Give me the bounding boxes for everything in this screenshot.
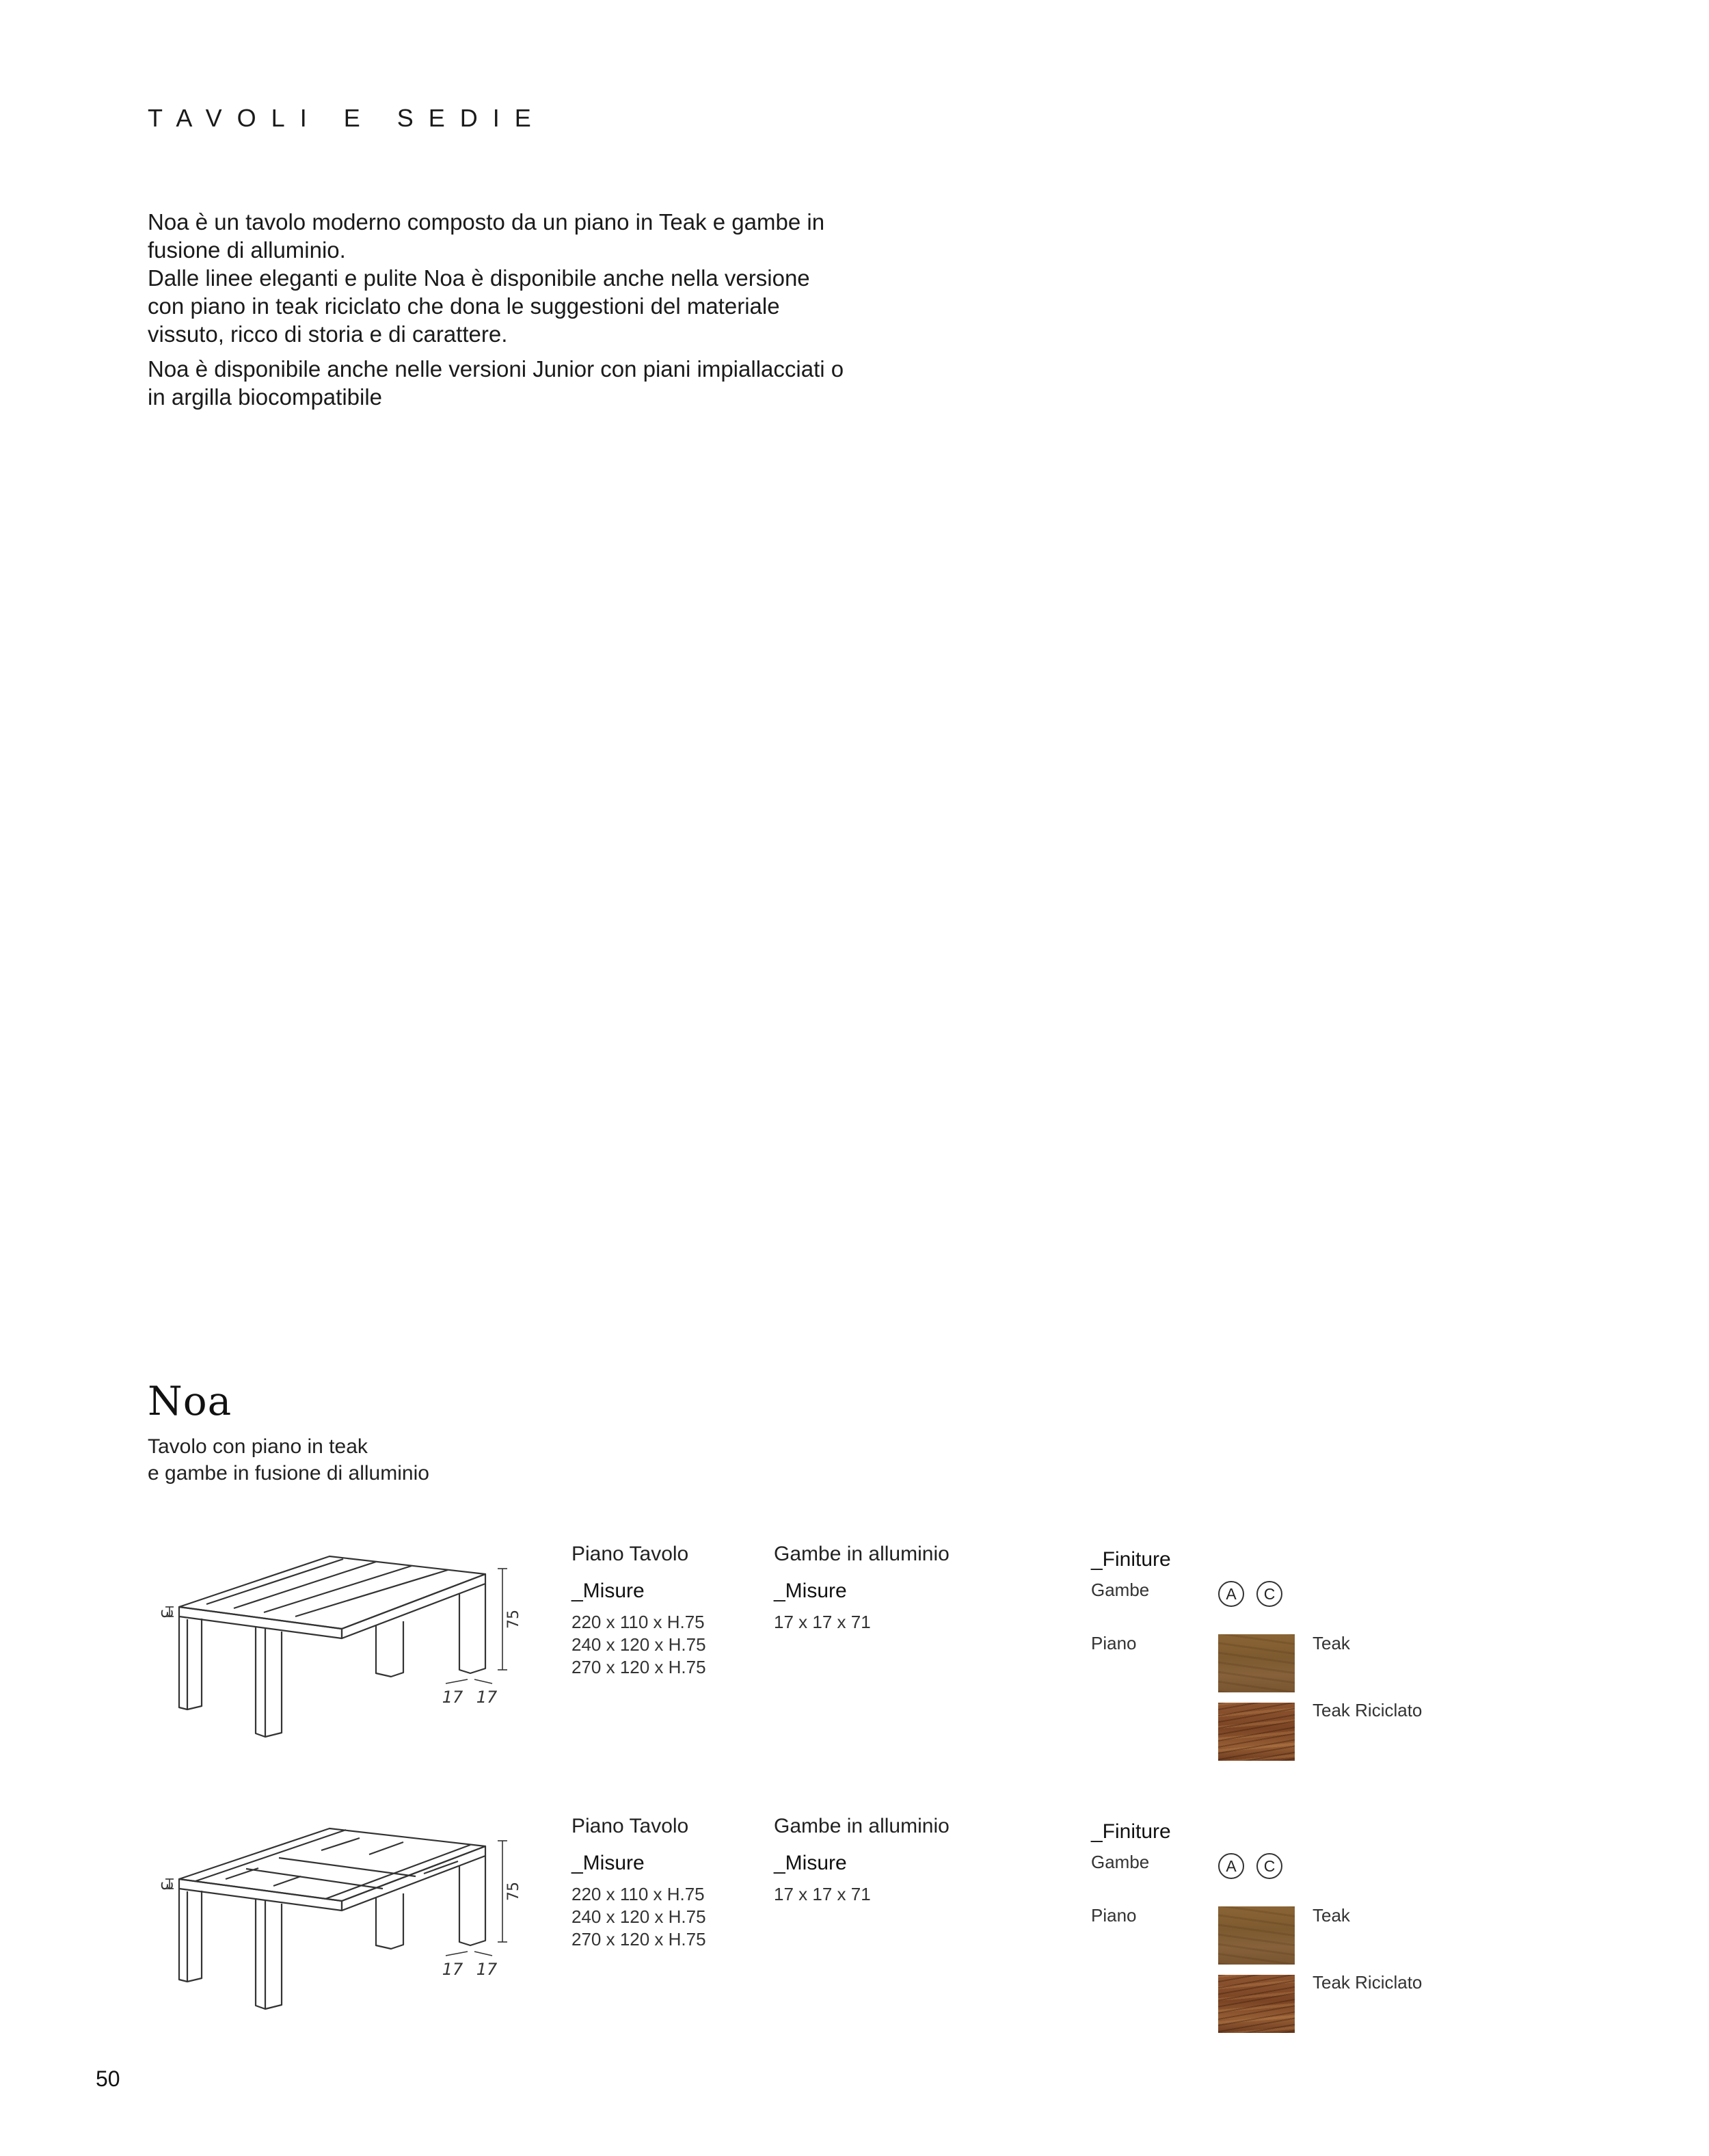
swatch-teak-riciclato: [1218, 1703, 1295, 1761]
piano-sizes: [571, 1611, 706, 1679]
finish-badge-a: A: [1218, 1853, 1244, 1879]
piano-misure-label: _Misure: [571, 1580, 645, 1602]
dim-leg-a-label: 17: [442, 1688, 463, 1707]
gambe-title: Gambe in alluminio: [774, 1815, 950, 1837]
piano-misure-label: _Misure: [571, 1852, 645, 1874]
dim-height-label: 75: [505, 1882, 522, 1901]
variant-block-2: [0, 1811, 1709, 2071]
product-name: Noa: [148, 1378, 232, 1424]
table-drawing-1: [144, 1539, 526, 1771]
finish-badge-c: C: [1256, 1853, 1282, 1879]
finiture-piano-label: Piano: [1091, 1905, 1137, 1926]
intro-paragraph-2: Dalle linee eleganti e pulite Noa è disponibile anche nella versione con piano in teak riciclato che dona le suggestioni del materiale vissuto, ricco di storia e di carattere.: [148, 265, 810, 347]
piano-size-2: 240 x 120 x H.75: [571, 1634, 706, 1655]
dim-thickness-label: 3: [157, 1881, 174, 1891]
finiture-gambe-label: Gambe: [1091, 1852, 1150, 1872]
intro-paragraph-1: Noa è un tavolo moderno composto da un piano in Teak e gambe in fusione di alluminio.: [148, 209, 825, 263]
piano-size-1: 220 x 110 x H.75: [571, 1884, 705, 1904]
piano-sizes: [571, 1883, 706, 1951]
dim-leg-a-label: 17: [442, 1960, 463, 1979]
variant-block-1: [0, 1539, 1709, 1798]
piano-size-3: 270 x 120 x H.75: [571, 1929, 706, 1949]
swatch-teak-riciclato-label: Teak Riciclato: [1313, 1700, 1423, 1720]
swatch-teak-riciclato-label: Teak Riciclato: [1313, 1972, 1423, 1993]
finish-badge-a: A: [1218, 1581, 1244, 1607]
dim-height-label: 75: [505, 1610, 522, 1629]
dim-leg-b-label: 17: [476, 1960, 498, 1979]
swatch-teak-riciclato: [1218, 1975, 1295, 2033]
product-subtitle: [148, 1433, 429, 1487]
intro-paragraph-3: Noa è disponibile anche nelle versioni Junior con piani impiallacciati o in argilla biocompatibile: [148, 356, 844, 410]
dim-leg-b-label: 17: [476, 1688, 498, 1707]
swatch-teak-label: Teak: [1313, 1633, 1350, 1653]
gambe-misure-label: _Misure: [774, 1852, 847, 1874]
intro-text: [148, 208, 845, 411]
gambe-title: Gambe in alluminio: [774, 1543, 950, 1565]
piano-title: Piano Tavolo: [571, 1543, 689, 1565]
product-subtitle-line-2: e gambe in fusione di alluminio: [148, 1462, 429, 1485]
finiture-piano-label: Piano: [1091, 1633, 1137, 1653]
gambe-misure-label: _Misure: [774, 1580, 847, 1602]
gambe-size: 17 x 17 x 71: [774, 1612, 871, 1632]
piano-size-2: 240 x 120 x H.75: [571, 1906, 706, 1927]
piano-size-1: 220 x 110 x H.75: [571, 1612, 705, 1632]
page-number: 50: [96, 2066, 120, 2091]
swatch-teak: [1218, 1906, 1295, 1965]
finiture-title: _Finiture: [1091, 1820, 1171, 1843]
piano-title: Piano Tavolo: [571, 1815, 689, 1837]
finiture-title: _Finiture: [1091, 1548, 1171, 1571]
dim-thickness-label: 3: [157, 1609, 174, 1619]
finiture-gambe-label: Gambe: [1091, 1580, 1150, 1600]
swatch-teak-label: Teak: [1313, 1905, 1350, 1926]
finish-badge-c: C: [1256, 1581, 1282, 1607]
section-title: TAVOLI E SEDIE: [148, 104, 546, 132]
product-subtitle-line-1: Tavolo con piano in teak: [148, 1435, 368, 1458]
gambe-size: 17 x 17 x 71: [774, 1884, 871, 1904]
piano-size-3: 270 x 120 x H.75: [571, 1657, 706, 1677]
table-drawing-2: [144, 1811, 526, 2043]
swatch-teak: [1218, 1634, 1295, 1692]
